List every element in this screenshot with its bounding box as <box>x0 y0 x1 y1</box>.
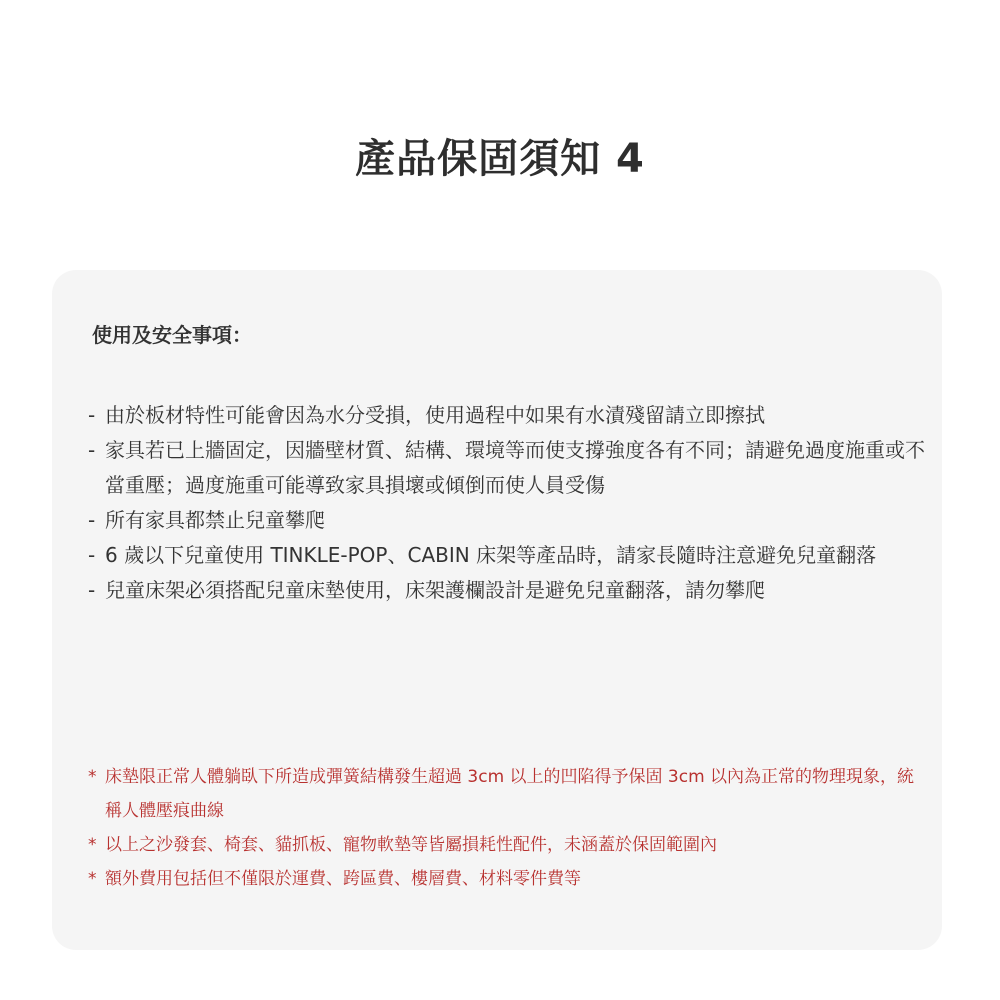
rule-text: 所有家具都禁止兒童攀爬 <box>105 508 325 532</box>
list-item <box>88 433 928 503</box>
notes-list <box>88 760 928 896</box>
dash-bullet: - <box>88 438 96 462</box>
rule-text: 家具若已上牆固定，因牆壁材質、結構、環境等而使支撐強度各有不同；請避免過度施重或不當重壓；過度施重可能導致家具損壞或傾倒而使人員受傷 <box>105 438 925 497</box>
list-item <box>88 573 928 608</box>
section-heading: 使用及安全事項： <box>92 323 252 347</box>
note-text: 額外費用包括但不僅限於運費、跨區費、樓層費、材料零件費等 <box>105 869 581 889</box>
rule-text: 6 歲以下兒童使用 TINKLE-POP、CABIN 床架等產品時，請家長隨時注意避免兒童翻落 <box>105 543 877 567</box>
note-text: 以上之沙發套、椅套、貓抓板、寵物軟墊等皆屬損耗性配件，未涵蓋於保固範圍內 <box>105 835 717 855</box>
dash-bullet: - <box>88 578 96 602</box>
dash-bullet: - <box>88 508 96 532</box>
note-text: 床墊限正常人體躺臥下所造成彈簧結構發生超過 3cm 以上的凹陷得予保固 3cm 以內為正常的物理現象，統稱人體壓痕曲線 <box>105 767 915 821</box>
list-item <box>88 398 928 433</box>
dash-bullet: - <box>88 543 96 567</box>
safety-rules-list <box>88 398 928 608</box>
list-item <box>88 503 928 538</box>
dash-bullet: - <box>88 403 96 427</box>
safety-notice-card <box>52 270 942 950</box>
list-item <box>88 538 928 573</box>
rule-text: 兒童床架必須搭配兒童床墊使用，床架護欄設計是避免兒童翻落，請勿攀爬 <box>105 578 765 602</box>
asterisk-mark: * <box>88 767 97 787</box>
page-title: 產品保固須知 4 <box>355 135 645 182</box>
note-item <box>88 760 928 828</box>
note-item <box>88 862 928 896</box>
rule-text: 由於板材特性可能會因為水分受損，使用過程中如果有水漬殘留請立即擦拭 <box>105 403 765 427</box>
asterisk-mark: * <box>88 869 97 889</box>
note-item <box>88 828 928 862</box>
asterisk-mark: * <box>88 835 97 855</box>
